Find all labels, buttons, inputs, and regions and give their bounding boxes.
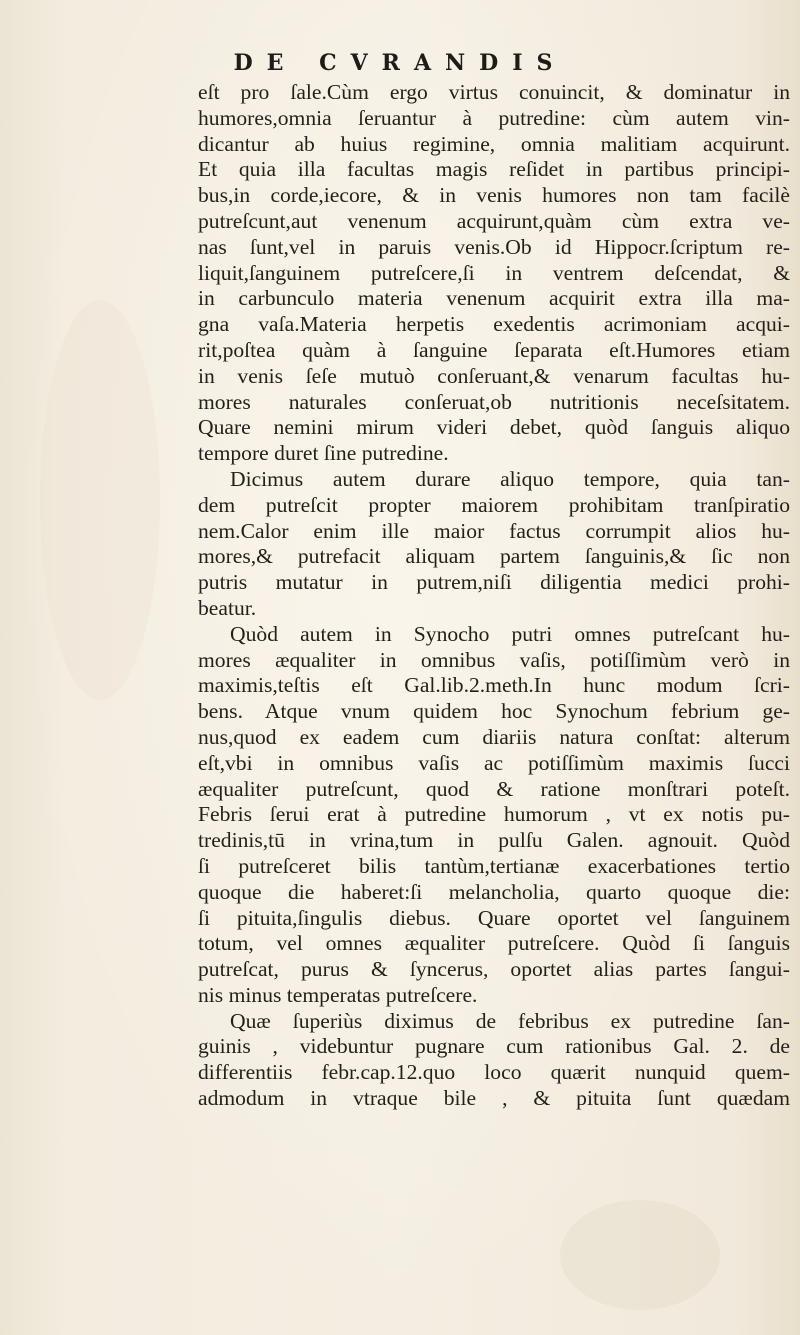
text-line: humores,omnia ſeruantur à putredine: cùm autem vin- [198,105,790,130]
text-line: totum, vel omnes æqualiter putreſcere. Quòd ſi ſanguis [198,931,790,956]
text-line: putris mutatur in putrem,niſi diligentia medici prohi- [198,570,790,595]
body-text [198,80,790,1112]
text-line: eſt,vbi in omnibus vaſis ac potiſſimùm maximis ſucci [198,750,790,775]
text-line: Quare nemini mirum videri debet, quòd ſanguis aliquo [198,415,790,440]
paper-stain [560,1200,720,1310]
text-line: putreſcunt,aut venenum acquirunt,quàm cùm extra ve- [198,208,790,233]
text-line: differentiis febr.cap.12.quo loco quærit nunquid quem- [198,1060,790,1085]
text-line: eſt pro ſale.Cùm ergo virtus conuincit, & dominatur in [198,80,790,104]
text-line: Febris ſerui erat à putredine humorum , vt ex notis pu- [198,802,790,827]
text-line: quoque die haberet:ſi melancholia, quarto quoque die: [198,879,790,904]
text-line: gna vaſa.Materia herpetis exedentis acrimoniam acqui- [198,312,790,337]
text-line: beatur. [198,595,257,620]
text-line: liquit,ſanguinem putreſcere,ſi in ventrem deſcendat, & [198,260,790,285]
paper-stain [40,300,160,700]
text-line: ſi pituita,ſingulis diebus. Quare oportet vel ſanguinem [198,905,790,930]
text-line: æqualiter putreſcunt, quod & ratione monſtrari poteſt. [198,776,790,801]
text-line: bus,in corde,iecore, & in venis humores non tam facilè [198,183,790,208]
text-line: putreſcat, purus & ſyncerus, oportet alias partes ſangui- [198,957,790,982]
text-line: nas ſunt,vel in paruis venis.Ob id Hippocr.ſcriptum re- [198,234,790,259]
text-line: nis minus temperatas putreſcere. [198,982,478,1007]
text-line: Et quia illa facultas magis reſidet in partibus principi- [198,157,790,182]
text-line: in carbunculo materia venenum acquirit extra illa ma- [198,286,790,311]
running-head: DE CVRANDIS [233,50,567,76]
text-line: maximis,teſtis eſt Gal.lib.2.meth.In hunc modum ſcri- [198,673,790,698]
text-line: admodum in vtraque bile , & pituita ſunt quædam [198,1086,790,1111]
text-line: nem.Calor enim ille maior factus corrumpit alios hu- [198,518,790,543]
text-line: Quòd autem in Synocho putri omnes putreſcant hu- [230,621,790,646]
text-line: bens. Atque vnum quidem hoc Synochum febrium ge- [198,699,790,724]
text-line: rit,poſtea quàm à ſanguine ſeparata eſt.Humores etiam [198,337,790,362]
text-line: mores naturales conſeruat,ob nutritionis neceſsitatem. [198,389,790,414]
text-line: dem putreſcit propter maiorem prohibitam tranſpiratio [198,492,790,517]
text-line: in venis ſeſe mutuò conſeruant,& venarum facultas hu- [198,363,790,388]
text-line: nus,quod ex eadem cum diariis natura conſtat: alterum [198,724,790,749]
text-line: tempore duret ſine putredine. [198,441,449,466]
text-line: guinis , videbuntur pugnare cum rationibus Gal. 2. de [198,1034,790,1059]
text-line: ſi putreſceret bilis tantùm,tertianæ exacerbationes tertio [198,853,790,878]
text-line: tredinis,tū in vrina,tum in pulſu Galen. agnouit. Quòd [198,828,790,853]
text-line: mores,& putrefacit aliquam partem ſanguinis,& ſic non [198,544,790,569]
text-line: Quæ ſuperiùs diximus de febribus ex putredine ſan- [230,1008,790,1033]
text-line: dicantur ab huius regimine, omnia malitiam acquirunt. [198,131,790,156]
text-line: Dicimus autem durare aliquo tempore, quia tan- [230,466,790,491]
text-line: mores æqualiter in omnibus vaſis, potiſſimùm verò in [198,647,790,672]
